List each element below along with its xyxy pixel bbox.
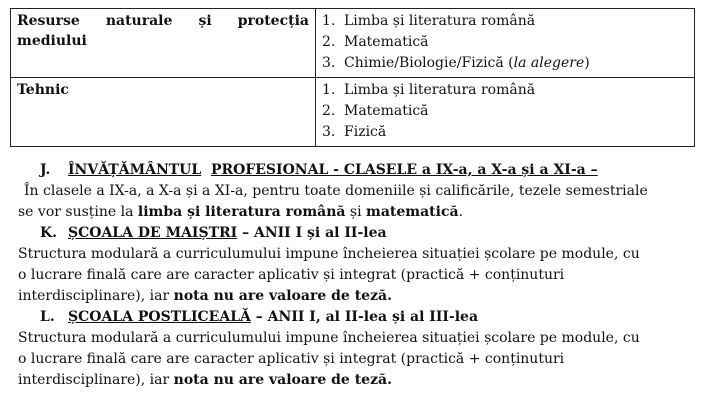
section-title-underlined: PROFESIONAL - CLASELE a IX-a, a X-a și a XI-a – bbox=[210, 162, 598, 178]
subjects-cell bbox=[316, 78, 695, 147]
section-title-underlined: ÎNVĂȚĂMÂNTUL bbox=[68, 162, 202, 178]
list-number: 1. bbox=[322, 13, 336, 29]
text-run: . bbox=[458, 204, 464, 220]
subject-name: Matematică bbox=[344, 34, 429, 50]
list-item bbox=[322, 32, 688, 53]
subject-list bbox=[322, 11, 688, 74]
subjects-cell bbox=[316, 9, 695, 78]
list-number: 1. bbox=[322, 82, 336, 98]
sections-body bbox=[18, 160, 698, 391]
section-title-underlined: ȘCOALA POSTLICEALĂ bbox=[68, 309, 251, 325]
text-run-bold: limba și literatura română bbox=[137, 204, 346, 220]
text-run: și bbox=[345, 204, 367, 220]
section-k-line1: Structura modulară a curriculumului impune încheierea situației școlare pe module, cu bbox=[18, 246, 640, 262]
section-letter: J. bbox=[40, 162, 51, 178]
text-run: interdisciplinare), iar bbox=[18, 288, 174, 304]
exam-subjects-table bbox=[10, 8, 695, 147]
section-heading-l bbox=[18, 307, 698, 328]
subject-name: Limba și literatura română bbox=[344, 13, 536, 29]
section-letter: L. bbox=[40, 309, 55, 325]
profile-word: protecția bbox=[237, 13, 309, 29]
list-item bbox=[322, 80, 688, 101]
section-letter: K. bbox=[40, 225, 58, 241]
profile-cell bbox=[11, 9, 316, 78]
section-title: – ANII I, al II-lea și al III-lea bbox=[250, 309, 479, 325]
text-run-bold: nota nu are valoare de teză. bbox=[173, 372, 392, 388]
subject-note-italic: la alegere bbox=[513, 55, 585, 71]
text-run: interdisciplinare), iar bbox=[18, 372, 174, 388]
section-heading-j bbox=[18, 160, 698, 181]
list-number: 3. bbox=[322, 124, 336, 140]
subject-name-suffix: ) bbox=[584, 55, 590, 71]
section-l-line1: Structura modulară a curriculumului impune încheierea situației școlare pe module, cu bbox=[18, 330, 640, 346]
list-item bbox=[322, 101, 688, 122]
subject-name: Fizică bbox=[344, 124, 387, 140]
subject-name-text: Chimie/Biologie/Fizică ( bbox=[344, 55, 514, 71]
list-number: 2. bbox=[322, 34, 336, 50]
section-j-line2 bbox=[18, 202, 698, 223]
section-title-underlined: ȘCOALA DE MAIȘTRI bbox=[68, 225, 238, 241]
section-k-line3 bbox=[18, 286, 698, 307]
subject-list bbox=[322, 80, 688, 143]
profile-name-line1 bbox=[17, 11, 309, 31]
list-item bbox=[322, 122, 688, 143]
profile-word: și bbox=[198, 13, 212, 29]
section-l-line3 bbox=[18, 370, 698, 391]
list-item bbox=[322, 11, 688, 32]
list-number: 3. bbox=[322, 55, 336, 71]
section-l-line2: o lucrare finală care are caracter aplicativ și integrat (practică + conținuturi bbox=[18, 351, 565, 367]
section-title: – ANII I și al II-lea bbox=[237, 225, 387, 241]
text-run-bold: matematică bbox=[366, 204, 459, 220]
subject-name bbox=[344, 53, 590, 74]
table-row bbox=[11, 9, 695, 78]
text-run-bold: nota nu are valoare de teză. bbox=[173, 288, 392, 304]
profile-name-line1: Tehnic bbox=[17, 82, 69, 98]
profile-word: naturale bbox=[105, 13, 173, 29]
profile-word: Resurse bbox=[17, 13, 80, 29]
list-item bbox=[322, 53, 688, 74]
subject-name: Matematică bbox=[344, 103, 429, 119]
list-number: 2. bbox=[322, 103, 336, 119]
profile-cell bbox=[11, 78, 316, 147]
text-run: se vor susține la bbox=[18, 204, 138, 220]
profile-name-line2: mediului bbox=[17, 33, 87, 49]
section-heading-k bbox=[18, 223, 698, 244]
section-k-line2: o lucrare finală care are caracter aplicativ și integrat (practică + conținuturi bbox=[18, 267, 565, 283]
section-j-line1: În clasele a IX-a, a X-a și a XI-a, pentru toate domeniile și calificările, tezele semestriale bbox=[24, 183, 648, 199]
subject-name: Limba și literatura română bbox=[344, 82, 536, 98]
table-row bbox=[11, 78, 695, 147]
